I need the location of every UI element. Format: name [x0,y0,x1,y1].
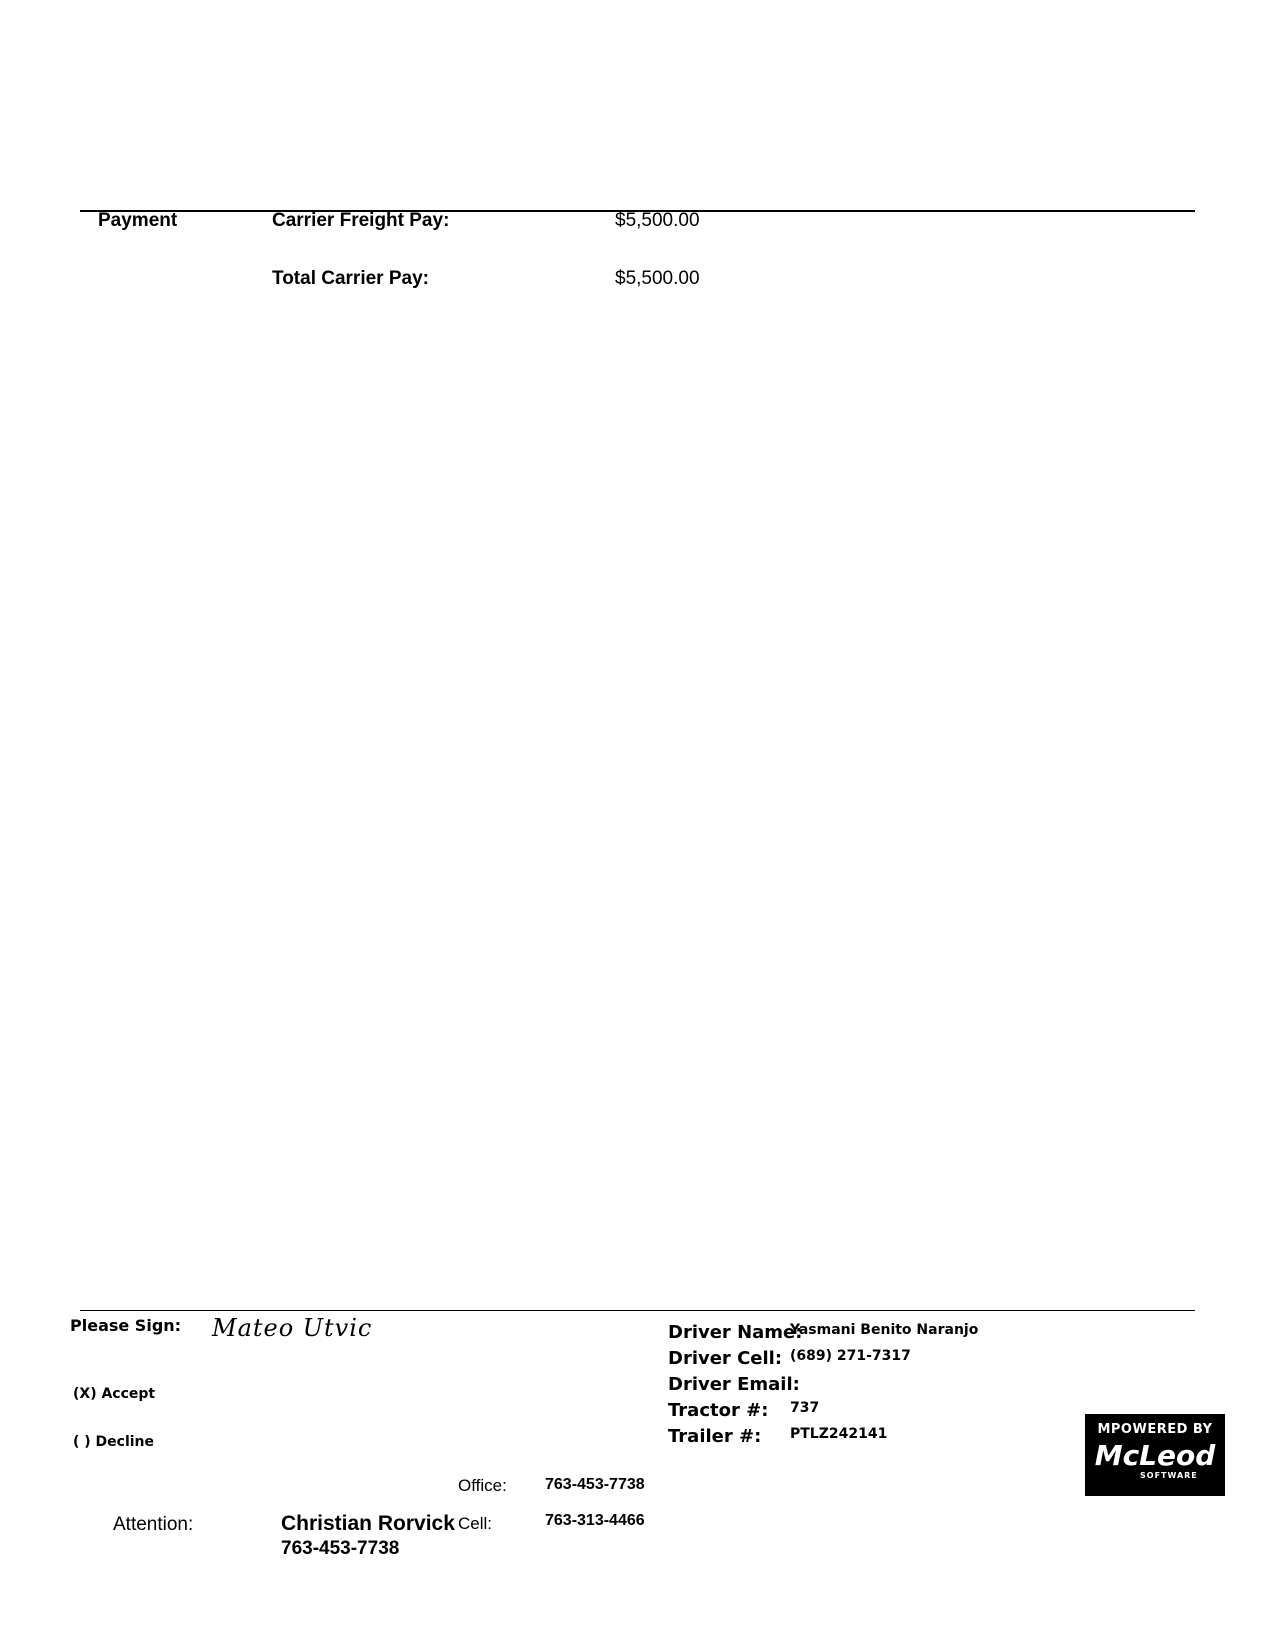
accept-option[interactable]: (X) Accept [73,1386,156,1402]
carrier-freight-pay-label: Carrier Freight Pay: [272,210,450,231]
signature-handwritten: Mateo Utvic [212,1314,373,1342]
attention-label: Attention: [113,1514,194,1535]
driver-name-label: Driver Name: [668,1322,803,1343]
please-sign-label: Please Sign: [70,1316,182,1335]
driver-cell-value: (689) 271-7317 [790,1348,911,1364]
driver-email-label: Driver Email: [668,1374,800,1395]
cell-value: 763-313-4466 [545,1512,645,1529]
trailer-label: Trailer #: [668,1426,762,1447]
trailer-value: PTLZ242141 [790,1426,888,1442]
attention-phone: 763-453-7738 [281,1538,400,1559]
attention-name: Christian Rorvick [281,1512,455,1535]
logo-brand: McLeod [1094,1439,1216,1472]
total-carrier-pay-label: Total Carrier Pay: [272,268,429,289]
logo-powered-by: MPOWERED BY [1097,1422,1213,1437]
logo-sub: SOFTWARE [1140,1471,1198,1480]
office-label: Office: [458,1476,507,1495]
mcleod-logo [1085,1414,1225,1496]
payment-section-label: Payment [98,210,178,231]
total-carrier-pay-amount: $5,500.00 [615,268,700,289]
signature-top-rule [80,1310,1195,1311]
driver-cell-label: Driver Cell: [668,1348,783,1369]
cell-label: Cell: [458,1514,493,1533]
office-value: 763-453-7738 [545,1476,645,1493]
tractor-value: 737 [790,1400,820,1416]
decline-option[interactable]: ( ) Decline [73,1434,155,1450]
driver-name-value: Yasmani Benito Naranjo [790,1322,979,1338]
carrier-freight-pay-amount: $5,500.00 [615,210,700,231]
tractor-label: Tractor #: [668,1400,769,1421]
